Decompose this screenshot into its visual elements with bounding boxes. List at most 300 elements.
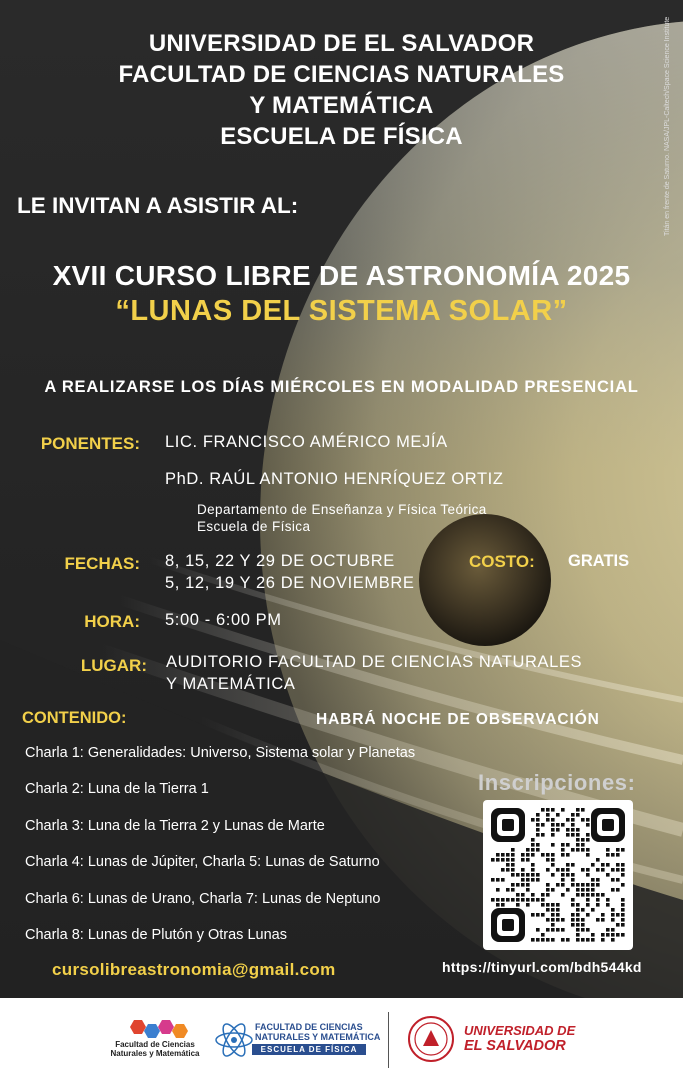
qr-module [566, 868, 570, 872]
qr-module [551, 888, 555, 892]
place-label: LUGAR: [80, 656, 147, 675]
qr-module [621, 848, 625, 852]
qr-module [536, 828, 540, 832]
qr-module [536, 938, 540, 942]
university-logo-text-2: EL SALVADOR [464, 1038, 566, 1054]
qr-module [606, 903, 610, 907]
qr-module [501, 878, 505, 882]
qr-module [496, 878, 500, 882]
qr-module [516, 898, 520, 902]
qr-module [511, 883, 515, 887]
qr-module [616, 848, 620, 852]
charla-item: Charla 4: Lunas de Júpiter, Charla 5: Lunas de Saturno [25, 854, 380, 870]
qr-module [511, 848, 515, 852]
qr-module [551, 918, 555, 922]
qr-module [576, 838, 580, 842]
qr-module [511, 888, 515, 892]
qr-module [591, 933, 595, 937]
qr-module [596, 903, 600, 907]
qr-module [531, 898, 535, 902]
qr-module [546, 918, 550, 922]
place-line1: AUDITORIO FACULTAD DE CIENCIAS NATURALES [166, 653, 583, 671]
qr-module [571, 813, 575, 817]
qr-module [541, 898, 545, 902]
qr-module [621, 908, 625, 912]
qr-module [501, 868, 505, 872]
qr-module [591, 883, 595, 887]
qr-module [571, 918, 575, 922]
image-credit: Titán en frente de Saturno. NASA/JPL-Caltech/Space Science Institute [664, 16, 671, 236]
qr-module [556, 823, 560, 827]
qr-module [546, 858, 550, 862]
qr-module [571, 818, 575, 822]
qr-module [526, 873, 530, 877]
charla-item: Charla 3: Luna de la Tierra 2 y Lunas de Marte [25, 818, 325, 834]
qr-module [551, 833, 555, 837]
qr-module [586, 853, 590, 857]
place-line2: Y MATEMÁTICA [166, 675, 296, 693]
qr-module [546, 868, 550, 872]
qr-module [566, 938, 570, 942]
qr-module [551, 913, 555, 917]
department-line2: Escuela de Física [197, 519, 311, 534]
qr-module [586, 823, 590, 827]
qr-module [496, 858, 500, 862]
qr-module [511, 853, 515, 857]
qr-module [506, 898, 510, 902]
qr-module [511, 898, 515, 902]
qr-module [586, 868, 590, 872]
qr-module [611, 853, 615, 857]
qr-module [531, 893, 535, 897]
qr-module [616, 923, 620, 927]
qr-module [616, 868, 620, 872]
qr-module [576, 913, 580, 917]
qr-module [611, 928, 615, 932]
qr-module [576, 808, 580, 812]
qr-module [596, 858, 600, 862]
contact-email[interactable]: cursolibreastronomia@gmail.com [52, 960, 336, 979]
qr-module [551, 808, 555, 812]
qr-module [541, 833, 545, 837]
qr-module [521, 868, 525, 872]
qr-module [551, 843, 555, 847]
charla-item: Charla 2: Luna de la Tierra 1 [25, 781, 209, 797]
qr-module [611, 918, 615, 922]
qr-module [586, 838, 590, 842]
qr-module [531, 878, 535, 882]
qr-module [581, 848, 585, 852]
qr-module [531, 843, 535, 847]
qr-module [591, 863, 595, 867]
qr-module [591, 908, 595, 912]
qr-module [616, 863, 620, 867]
qr-module [576, 928, 580, 932]
qr-module [531, 938, 535, 942]
qr-module [616, 933, 620, 937]
qr-module [551, 873, 555, 877]
observation-night-text: HABRÁ NOCHE DE OBSERVACIÓN [316, 711, 600, 728]
time-label: HORA: [84, 612, 140, 631]
qr-module [551, 938, 555, 942]
qr-module [561, 808, 565, 812]
qr-module [576, 893, 580, 897]
qr-module [536, 913, 540, 917]
qr-module [611, 868, 615, 872]
qr-module [546, 813, 550, 817]
qr-module [601, 938, 605, 942]
qr-module [531, 863, 535, 867]
dates-line2: 5, 12, 19 Y 26 DE NOVIEMBRE [165, 574, 415, 592]
qr-module [521, 853, 525, 857]
qr-module [576, 918, 580, 922]
invite-text: LE INVITAN A ASISTIR AL: [17, 193, 299, 218]
school-badge: ESCUELA DE FÍSICA [252, 1044, 366, 1055]
qr-module [521, 873, 525, 877]
qr-module [561, 878, 565, 882]
qr-module [596, 883, 600, 887]
qr-module [596, 918, 600, 922]
modality-text: A REALIZARSE LOS DÍAS MIÉRCOLES EN MODALIDAD PRESENCIAL [44, 378, 639, 396]
qr-module [546, 908, 550, 912]
qr-module [546, 883, 550, 887]
qr-module [576, 828, 580, 832]
qr-module [606, 933, 610, 937]
qr-module [516, 893, 520, 897]
qr-module [526, 883, 530, 887]
qr-module [546, 903, 550, 907]
qr-module [601, 913, 605, 917]
qr-module [576, 903, 580, 907]
qr-module [536, 843, 540, 847]
school-text-1: FACULTAD DE CIENCIAS [255, 1022, 363, 1032]
qr-module [556, 918, 560, 922]
qr-module [586, 818, 590, 822]
qr-module [551, 823, 555, 827]
department-line1: Departamento de Enseñanza y Física Teórica [197, 502, 487, 517]
qr-module [581, 868, 585, 872]
qr-module [521, 858, 525, 862]
qr-module [551, 853, 555, 857]
qr-module [556, 903, 560, 907]
qr-module [506, 888, 510, 892]
qr-module [606, 873, 610, 877]
university-logo-text-1: UNIVERSIDAD DE [464, 1023, 576, 1038]
qr-module [536, 818, 540, 822]
qr-module [536, 898, 540, 902]
qr-module [531, 868, 535, 872]
qr-module [551, 928, 555, 932]
faculty-logo-icon [128, 1018, 190, 1040]
qr-module [586, 888, 590, 892]
qr-module [586, 898, 590, 902]
qr-module [606, 848, 610, 852]
qr-module [531, 818, 535, 822]
qr-module [581, 908, 585, 912]
qr-module [531, 848, 535, 852]
qr-module [551, 818, 555, 822]
qr-module [536, 873, 540, 877]
university-name: UNIVERSIDAD DE EL SALVADOR [148, 30, 535, 57]
charla-item: Charla 1: Generalidades: Universo, Sistema solar y Planetas [25, 745, 416, 761]
qr-module [621, 923, 625, 927]
qr-module [501, 853, 505, 857]
atom-icon [214, 1020, 254, 1060]
qr-module [586, 873, 590, 877]
qr-module [581, 938, 585, 942]
faculty-logo-text-1: Facultad de Ciencias [115, 1040, 195, 1049]
qr-module [611, 938, 615, 942]
qr-module [601, 863, 605, 867]
qr-module [586, 848, 590, 852]
qr-module [541, 933, 545, 937]
qr-module [566, 828, 570, 832]
qr-module [531, 838, 535, 842]
qr-module [551, 858, 555, 862]
qr-module [496, 853, 500, 857]
qr-module [501, 903, 505, 907]
qr-module [606, 853, 610, 857]
course-title: XVII CURSO LIBRE DE ASTRONOMÍA 2025 [52, 260, 631, 291]
qr-module [531, 853, 535, 857]
cost-value: GRATIS [568, 552, 630, 570]
content-label: CONTENIDO: [22, 709, 127, 727]
qr-module [621, 883, 625, 887]
qr-module [621, 918, 625, 922]
qr-module [546, 808, 550, 812]
qr-module [496, 898, 500, 902]
qr-module [596, 898, 600, 902]
qr-module [571, 898, 575, 902]
qr-module [581, 893, 585, 897]
qr-module [516, 883, 520, 887]
qr-module [566, 888, 570, 892]
cost-label: COSTO: [469, 552, 535, 571]
qr-module [491, 878, 495, 882]
qr-module [576, 938, 580, 942]
qr-module [576, 848, 580, 852]
qr-module [501, 858, 505, 862]
registration-label: Inscripciones: [478, 770, 636, 795]
school-name: ESCUELA DE FÍSICA [220, 123, 463, 150]
qr-module [551, 863, 555, 867]
qr-module [526, 903, 530, 907]
qr-module [541, 853, 545, 857]
qr-module [571, 848, 575, 852]
qr-module [581, 843, 585, 847]
qr-module [586, 938, 590, 942]
qr-module [566, 843, 570, 847]
qr-module [621, 898, 625, 902]
speakers-label: PONENTES: [40, 434, 140, 453]
qr-module [561, 868, 565, 872]
qr-module [576, 813, 580, 817]
qr-module [616, 888, 620, 892]
qr-module [506, 868, 510, 872]
qr-module [511, 858, 515, 862]
course-subtitle: “LUNAS DEL SISTEMA SOLAR” [115, 295, 568, 327]
qr-module [621, 863, 625, 867]
qr-module [521, 893, 525, 897]
qr-module [606, 898, 610, 902]
qr-module [581, 808, 585, 812]
qr-module [531, 873, 535, 877]
qr-module [621, 913, 625, 917]
qr-module [561, 918, 565, 922]
qr-module [571, 878, 575, 882]
qr-module [556, 913, 560, 917]
qr-module [526, 848, 530, 852]
qr-module [581, 923, 585, 927]
qr-module [506, 863, 510, 867]
qr-module [596, 868, 600, 872]
university-seal-icon [407, 1010, 455, 1068]
qr-module [536, 848, 540, 852]
qr-module [561, 893, 565, 897]
qr-module [576, 843, 580, 847]
speaker-2: PhD. RAÚL ANTONIO HENRÍQUEZ ORTIZ [165, 470, 504, 488]
qr-module [581, 818, 585, 822]
qr-module [556, 813, 560, 817]
qr-module [516, 873, 520, 877]
qr-module [611, 913, 615, 917]
qr-code-pattern [483, 800, 633, 950]
qr-module [616, 878, 620, 882]
qr-module [541, 893, 545, 897]
qr-module [566, 853, 570, 857]
qr-module [571, 873, 575, 877]
qr-module [591, 878, 595, 882]
qr-module [536, 928, 540, 932]
footer-logos [0, 998, 683, 1080]
qr-module [561, 883, 565, 887]
qr-module [571, 828, 575, 832]
qr-module [561, 928, 565, 932]
qr-module [546, 888, 550, 892]
qr-module [506, 853, 510, 857]
qr-module [526, 858, 530, 862]
qr-module [556, 928, 560, 932]
qr-module [501, 898, 505, 902]
qr-module [576, 933, 580, 937]
qr-module [601, 868, 605, 872]
qr-module [526, 898, 530, 902]
qr-module [566, 863, 570, 867]
qr-module [546, 928, 550, 932]
qr-module [511, 873, 515, 877]
qr-module [561, 938, 565, 942]
registration-url[interactable]: https://tinyurl.com/bdh544kd [442, 959, 642, 975]
qr-module [526, 853, 530, 857]
qr-module [611, 908, 615, 912]
qr-module [546, 893, 550, 897]
qr-module [576, 888, 580, 892]
qr-module [546, 818, 550, 822]
qr-module [541, 903, 545, 907]
qr-module [571, 833, 575, 837]
qr-module [596, 878, 600, 882]
qr-module [571, 883, 575, 887]
qr-module [596, 893, 600, 897]
qr-module [606, 928, 610, 932]
qr-module [561, 848, 565, 852]
qr-module [556, 868, 560, 872]
qr-module [611, 933, 615, 937]
qr-module [511, 863, 515, 867]
qr-module [591, 893, 595, 897]
qr-module [581, 883, 585, 887]
qr-module [551, 923, 555, 927]
footer-divider [388, 1012, 389, 1068]
qr-module [601, 918, 605, 922]
qr-module [521, 878, 525, 882]
dates-label: FECHAS: [64, 554, 140, 573]
qr-module [551, 903, 555, 907]
school-text-2: NATURALES Y MATEMÁTICA [255, 1032, 381, 1042]
qr-module [571, 923, 575, 927]
qr-module [606, 863, 610, 867]
qr-module [561, 873, 565, 877]
qr-module [556, 883, 560, 887]
qr-module [541, 938, 545, 942]
qr-module [536, 813, 540, 817]
qr-module [521, 898, 525, 902]
faculty-name-line2: Y MATEMÁTICA [249, 92, 434, 119]
qr-module [571, 823, 575, 827]
qr-module [611, 878, 615, 882]
qr-module [581, 928, 585, 932]
qr-module [526, 888, 530, 892]
qr-module [581, 918, 585, 922]
qr-module [566, 833, 570, 837]
qr-module [556, 908, 560, 912]
qr-module [491, 898, 495, 902]
time-value: 5:00 - 6:00 PM [165, 611, 282, 629]
qr-module [621, 903, 625, 907]
qr-module [541, 913, 545, 917]
qr-module [541, 808, 545, 812]
qr-module [571, 913, 575, 917]
faculty-name-line1: FACULTAD DE CIENCIAS NATURALES [118, 61, 565, 88]
qr-module [586, 893, 590, 897]
qr-module [586, 833, 590, 837]
qr-module [561, 843, 565, 847]
qr-module [546, 938, 550, 942]
faculty-logo-text-2: Naturales y Matemática [110, 1049, 200, 1058]
qr-module [576, 908, 580, 912]
qr-module [536, 878, 540, 882]
qr-module [511, 868, 515, 872]
qr-module [621, 933, 625, 937]
qr-module [581, 888, 585, 892]
qr-module [496, 903, 500, 907]
qr-module [506, 858, 510, 862]
qr-module [536, 833, 540, 837]
qr-module [621, 873, 625, 877]
qr-module [571, 903, 575, 907]
qr-module [611, 888, 615, 892]
qr-code[interactable] [483, 800, 633, 950]
qr-module [586, 928, 590, 932]
qr-module [546, 853, 550, 857]
qr-module [551, 908, 555, 912]
qr-module [531, 913, 535, 917]
qr-module [591, 888, 595, 892]
qr-module [586, 913, 590, 917]
dates-line1: 8, 15, 22 Y 29 DE OCTUBRE [165, 552, 395, 570]
qr-module [621, 868, 625, 872]
qr-module [576, 923, 580, 927]
